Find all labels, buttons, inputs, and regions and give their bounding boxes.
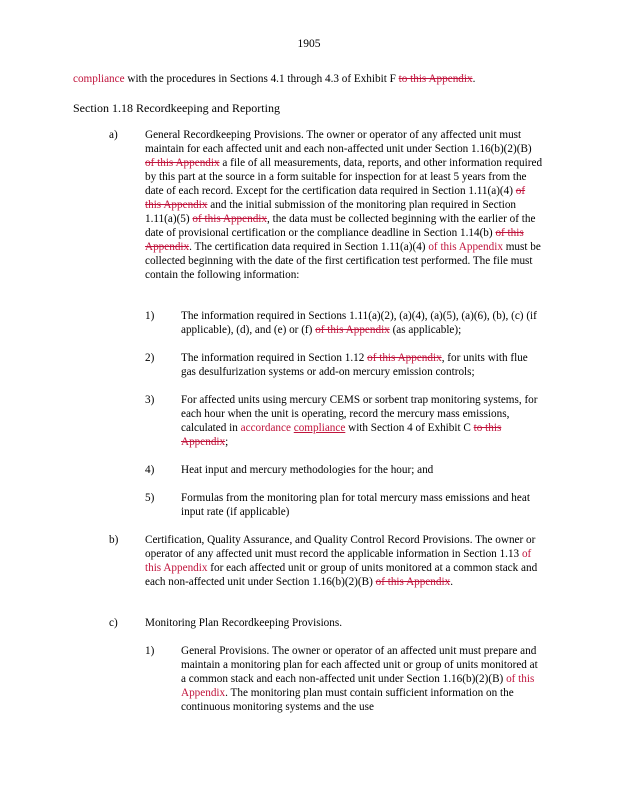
body-text: . [450,576,453,588]
body-text: must be collected beginning with the date of the first certification test performed. The file must contain the following information: [145,241,541,281]
body-text: For affected units using mercury CEMS or sorbent trap monitoring systems, for each hour when the unit is operating, record the mercury mass emissions, calculated in [181,394,538,434]
paragraph-a [145,128,543,282]
paragraph-c: Monitoring Plan Recordkeeping Provisions. [145,617,343,629]
inserted-text: of this Appendix [145,548,532,574]
inserted-text: accordance [240,422,291,434]
body-text: General Provisions. The owner or operator of an affected unit must prepare and maintain a monitoring plan for each affected unit or group of units monitored at a common stack and each non-affected unit under Section 1.16(b)(2)(B) [181,645,538,685]
section-heading: Section 1.18 Recordkeeping and Reporting [73,101,280,115]
body-text: with Section 4 of Exhibit C [345,422,474,434]
deleted-text: of this Appendix [145,227,524,253]
paragraph-b [145,533,543,589]
inserted-text: of this Appendix [428,241,503,253]
body-text: The information required in Sections 1.11(a)(2), (a)(4), (a)(5), (a)(6), (b), (c) (if applicable), (d), and (e) or (f) [181,310,537,336]
deleted-text: to this Appendix [181,422,502,448]
item-label-a: a) [109,129,118,141]
paragraph-a3 [181,393,543,449]
paragraph-a4: Heat input and mercury methodologies for the hour; and [181,464,434,476]
deleted-text: of this Appendix [315,324,390,336]
deleted-text: of this Appendix [375,576,451,588]
deleted-text: of this Appendix [145,157,220,169]
item-label-b: b) [109,534,119,546]
item-label-a1: 1) [145,310,155,322]
item-label-a4: 4) [145,464,155,476]
body-text: ; [225,436,229,448]
deleted-text: to this Appendix [398,73,473,85]
body-text: . The certification data required in Section 1.11(a)(4) [189,241,429,253]
body-text: a file of all measurements, data, reports, and other information required by this part at the source in a form suitable for inspection for at least 5 years from the date of each record. Except for the certification data required in Section 1.11(a)(4) [145,157,543,197]
body-text: , the data must be collected beginning with the earlier of the date of provisional certification or the compliance deadline in Section 1.14(b) [145,213,536,239]
body-text: . The monitoring plan must contain sufficient information on the continuous monitoring systems and the use [181,687,514,713]
paragraph-a1 [181,309,543,337]
deleted-text: of this Appendix [192,213,268,225]
deleted-text: of this Appendix [367,352,442,364]
item-label-a5: 5) [145,492,155,504]
paragraph-a2 [181,351,543,379]
body-text: and the initial submission of the monitoring plan required in Section 1.11(a)(5) [145,199,517,225]
item-label-c1: 1) [145,645,155,657]
item-label-c: c) [109,617,118,629]
body-text: Certification, Quality Assurance, and Quality Control Record Provisions. The owner or operator of any affected unit must record the applicable information in Section 1.13 [145,534,536,560]
body-text: General Recordkeeping Provisions. The owner or operator of any affected unit must maintain for each affected unit and each non-affected unit under Section 1.16(b)(2)(B) [145,129,532,155]
item-label-a2: 2) [145,352,155,364]
body-text: for each affected unit or group of units monitored at a common stack and each non-affected unit under Section 1.16(b)(2)(B) [145,562,538,588]
body-text: with the procedures in Sections 4.1 through 4.3 of Exhibit F [124,73,399,85]
deleted-text: of this Appendix [145,185,526,211]
body-text: The information required in Section 1.12 [181,352,368,364]
inserted-text: compliance [73,73,125,85]
item-label-a3: 3) [145,394,155,406]
body-text: (as applicable); [389,324,462,336]
body-text: . [472,73,476,85]
body-text: , for units with flue gas desulfurization systems or add-on mercury emission controls; [181,352,528,378]
inserted-text: of this Appendix [181,673,535,699]
intro-paragraph [73,72,543,86]
paragraph-a5: Formulas from the monitoring plan for total mercury mass emissions and heat input rate (if applicable) [181,492,530,518]
page-number: 1905 [297,38,321,50]
paragraph-c1 [181,644,543,714]
inserted-underlined-text: compliance [293,422,346,434]
